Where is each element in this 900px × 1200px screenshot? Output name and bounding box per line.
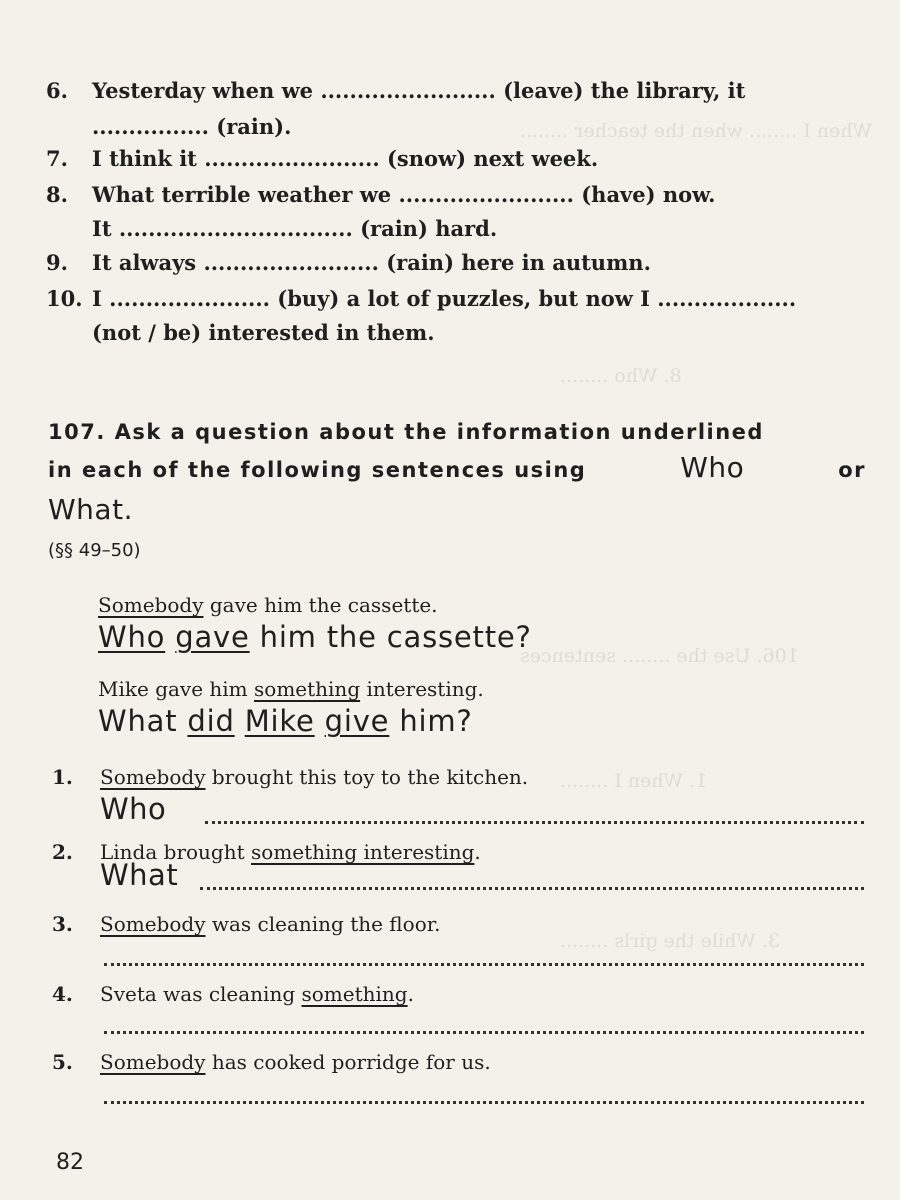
example-1-sentence: [98, 593, 438, 617]
answer-start-word: What: [100, 858, 179, 892]
item-number: 8.: [46, 182, 68, 207]
sentence-rest: gave him the cassette.: [203, 593, 438, 617]
heading-what: What.: [48, 493, 133, 526]
underlined-part: something: [301, 982, 408, 1006]
section-reference: (§§ 49–50): [48, 540, 141, 561]
answer-who: Who: [98, 620, 166, 654]
answer-line-4[interactable]: [100, 1006, 864, 1040]
example-2-sentence: [98, 677, 484, 701]
heading-who: Who: [680, 451, 745, 484]
example-2-answer: [98, 704, 473, 738]
item-text-post: .: [407, 982, 414, 1006]
answer-give: give: [324, 704, 390, 738]
answer-mike: Mike: [244, 704, 315, 738]
dotted-answer-line: [104, 1031, 864, 1034]
item-number: 2.: [52, 840, 73, 864]
item-text: What terrible weather we ........................ (have) now.: [92, 182, 716, 207]
bleed-through-text: 1. When I ........: [560, 770, 708, 792]
underlined-part: Somebody: [100, 912, 206, 936]
item-text: ................ (rain).: [92, 114, 292, 139]
item-number: 7.: [46, 146, 68, 171]
question-item-3: [52, 912, 440, 936]
item-number: 3.: [52, 912, 73, 936]
underlined-subject: Somebody: [98, 593, 204, 617]
item-number: 6.: [46, 78, 68, 103]
answer-what: What: [98, 704, 188, 738]
underlined-part: Somebody: [100, 1050, 206, 1074]
question-item-1: [52, 765, 528, 789]
answer-line-2[interactable]: [100, 858, 864, 896]
dotted-answer-line: [104, 1101, 864, 1104]
underlined-object: something: [254, 677, 361, 701]
exercise-item-10: [46, 284, 864, 314]
exercise-item-8-cont: [92, 214, 864, 244]
exercise-item-6-cont: [92, 112, 864, 142]
exercise-item-10-cont: [92, 318, 864, 348]
exercise-item-7: [46, 144, 864, 174]
dotted-answer-line: [200, 887, 864, 890]
item-text-pre: Sveta was cleaning: [100, 982, 302, 1006]
answer-line-3[interactable]: [100, 938, 864, 972]
bleed-through-text: When I ........ when the teacher ........: [520, 120, 873, 142]
exercise-107-heading: [48, 414, 866, 532]
item-text: It always ........................ (rain) here in autumn.: [92, 250, 651, 275]
item-text-pre: Linda brought: [100, 840, 252, 864]
item-text-post: brought this toy to the kitchen.: [205, 765, 529, 789]
underlined-part: something interesting: [251, 840, 475, 864]
item-text: I ...................... (buy) a lot of puzzles, but now I ...................: [92, 286, 797, 311]
item-text-post: .: [474, 840, 481, 864]
sentence-rest: interesting.: [360, 677, 484, 701]
exercise-item-9: [46, 248, 864, 278]
answer-line-5[interactable]: [100, 1076, 864, 1110]
bleed-through-text: 106. Use the ........ sentences: [520, 645, 799, 667]
item-text: (not / be) interested in them.: [92, 320, 435, 345]
question-item-4: [52, 982, 414, 1006]
underlined-part: Somebody: [100, 765, 206, 789]
answer-rest: him the cassette?: [249, 620, 532, 654]
bleed-through-text: 3. While the girls ........: [560, 930, 781, 952]
item-number: 5.: [52, 1050, 73, 1074]
item-number: 1.: [52, 765, 73, 789]
answer-did: did: [187, 704, 235, 738]
bleed-through-text: 8. Who ........: [560, 365, 682, 387]
answer-gave: gave: [175, 620, 250, 654]
heading-text: in each of the following sentences using: [48, 458, 587, 482]
heading-or: or: [838, 458, 866, 482]
exercise-item-6: [46, 76, 864, 106]
sentence-start: Mike gave him: [98, 677, 255, 701]
exercise-item-8: [46, 180, 864, 210]
question-item-5: [52, 1050, 491, 1074]
example-1-answer: [98, 620, 532, 654]
item-number: 10.: [46, 286, 83, 311]
item-number: 4.: [52, 982, 73, 1006]
answer-start-word: Who: [100, 792, 167, 826]
answer-line-1[interactable]: [100, 792, 864, 830]
dotted-answer-line: [104, 963, 864, 966]
item-text-post: was cleaning the floor.: [205, 912, 441, 936]
item-number: 9.: [46, 250, 68, 275]
page-number: 82: [56, 1150, 84, 1175]
heading-line-1: 107. Ask a question about the information underlined: [48, 420, 764, 444]
heading-line-2: [48, 450, 866, 488]
dotted-answer-line: [205, 821, 864, 824]
item-text: It ................................ (rain) hard.: [92, 216, 498, 241]
item-text-post: has cooked porridge for us.: [205, 1050, 491, 1074]
item-text: I think it ........................ (snow) next week.: [92, 146, 599, 171]
item-text: Yesterday when we ........................ (leave) the library, it: [92, 78, 746, 103]
answer-him: him?: [389, 704, 473, 738]
